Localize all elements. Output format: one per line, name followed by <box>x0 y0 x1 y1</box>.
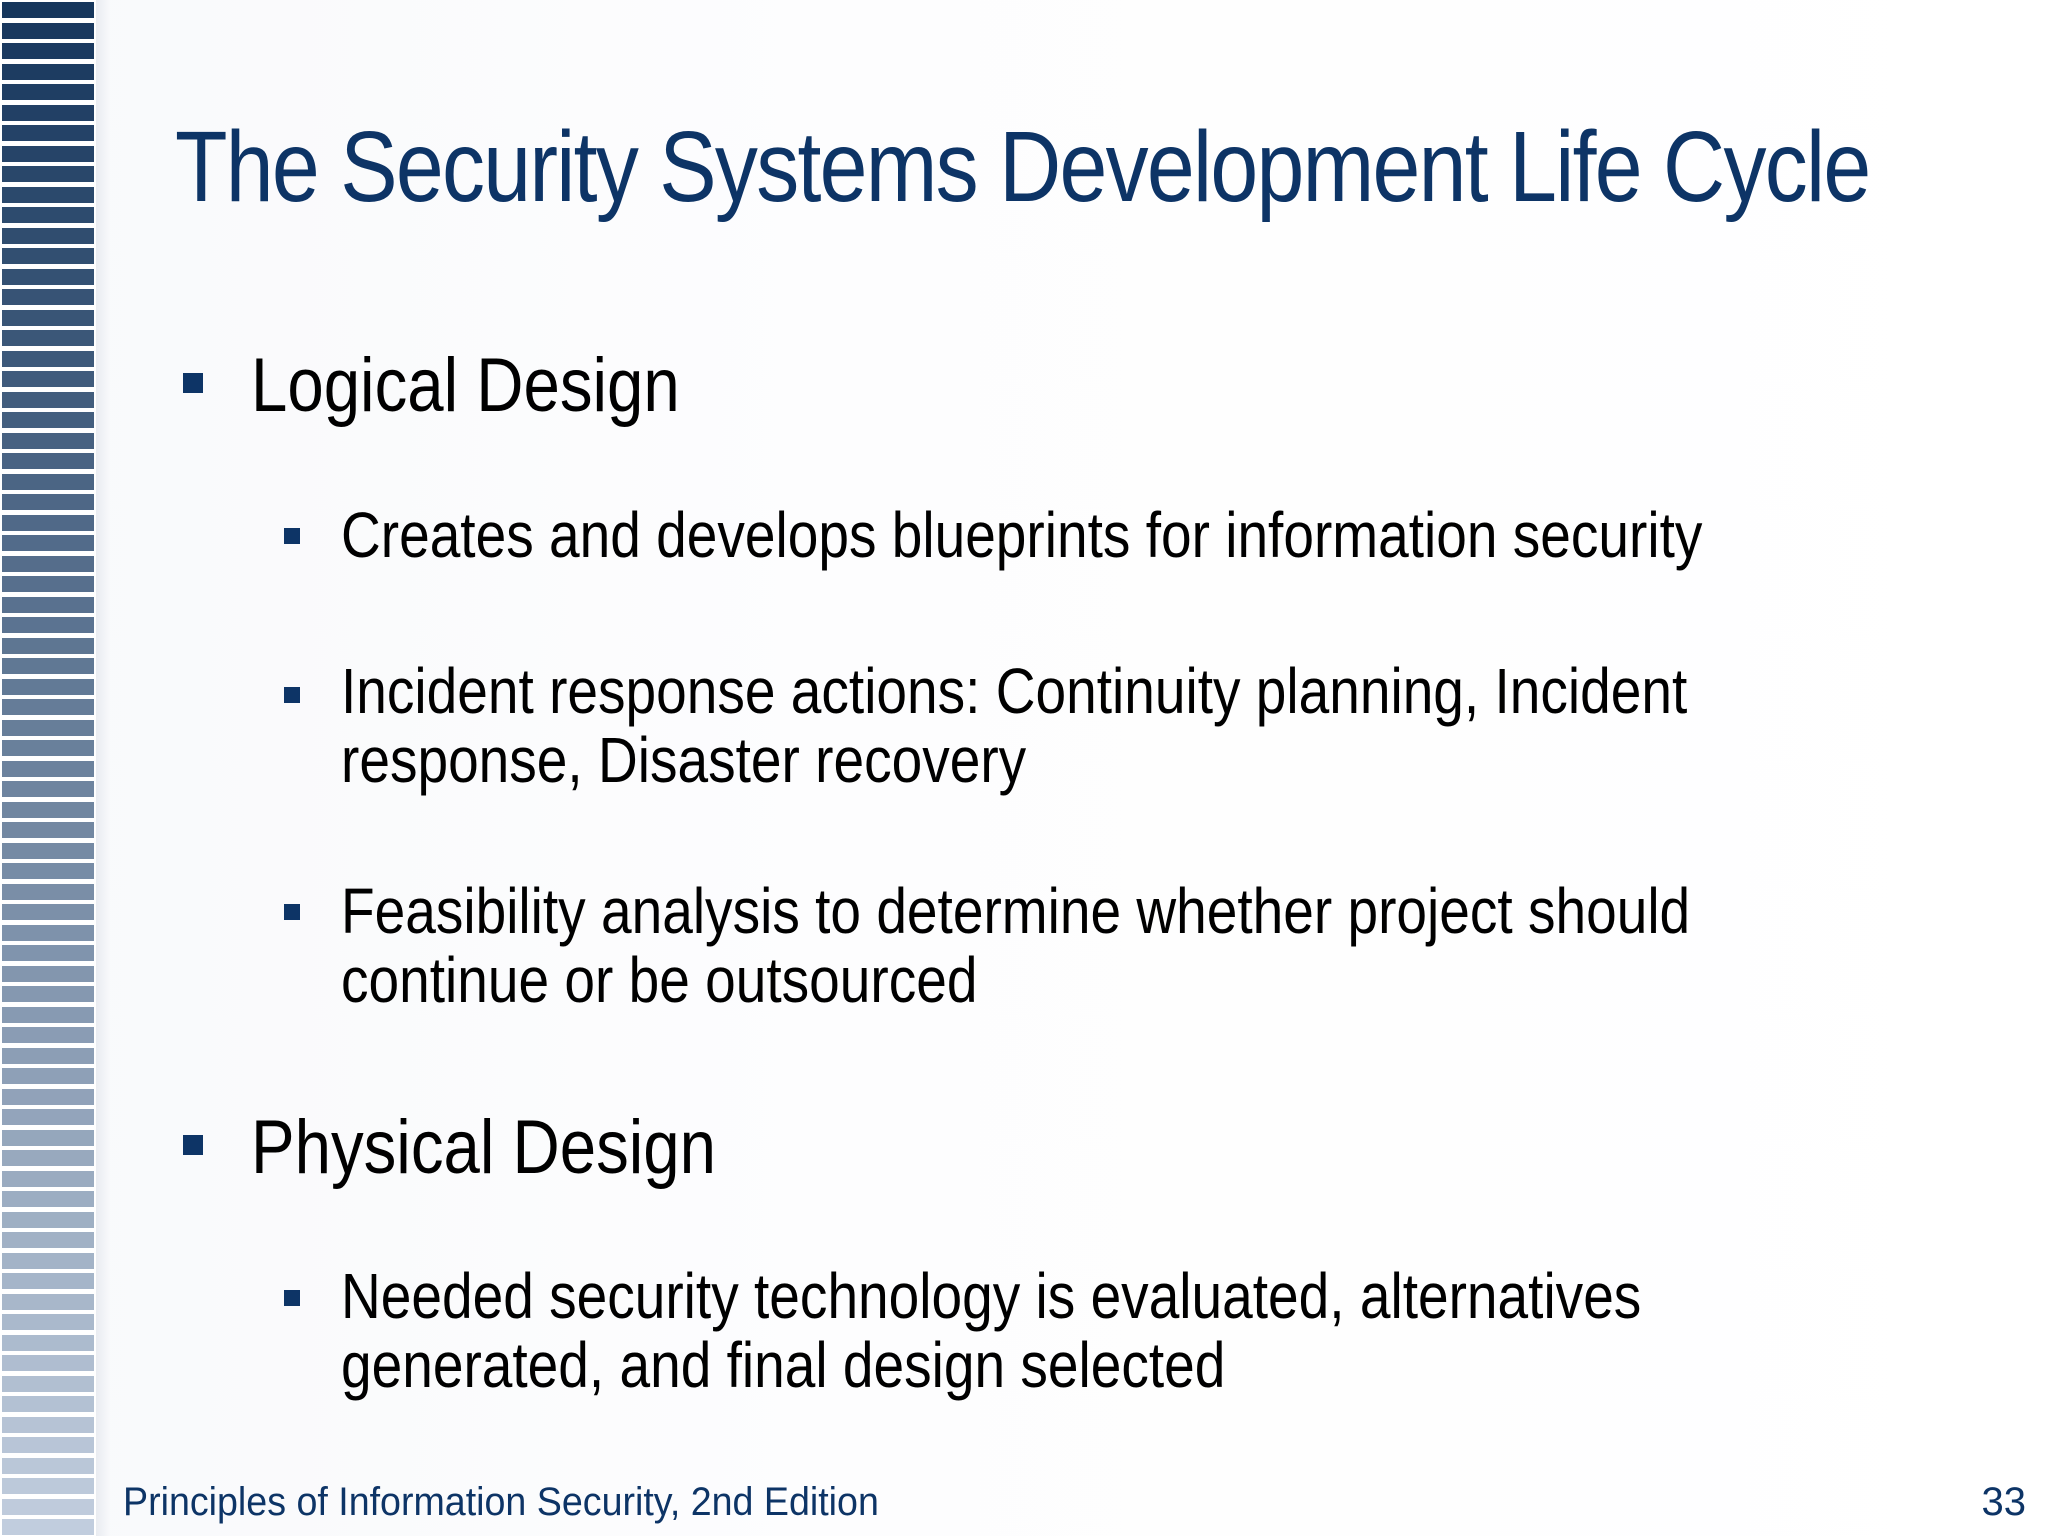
sub-bullet-line: response, Disaster recovery <box>341 724 1027 797</box>
bullet-square-icon <box>183 373 203 393</box>
sub-bullet-square-icon <box>284 1290 300 1306</box>
bullet-logical-design: Logical Design <box>251 343 680 428</box>
bullet-physical-design: Physical Design <box>251 1105 716 1190</box>
slide-title: The Security Systems Development Life Cycle <box>175 111 1870 223</box>
sub-bullet-feasibility <box>341 877 1690 1015</box>
sub-bullet-incident-response <box>341 657 1687 795</box>
sub-bullet-line: generated, and final design selected <box>341 1329 1226 1402</box>
sub-bullet-square-icon <box>284 687 300 703</box>
sub-bullet-square-icon <box>284 904 300 920</box>
sub-bullet-line: continue or be outsourced <box>341 944 978 1017</box>
footer-book-title: Principles of Information Security, 2nd Edition <box>123 1480 879 1524</box>
sub-bullet-security-technology <box>341 1262 1641 1400</box>
bullet-square-icon <box>183 1135 203 1155</box>
sub-bullet-line: Feasibility analysis to determine whether project should <box>341 875 1691 947</box>
sub-bullet-line: Incident response actions: Continuity planning, Incident <box>341 655 1688 727</box>
sub-bullet-blueprints <box>341 501 1702 570</box>
sub-bullet-square-icon <box>284 528 300 544</box>
slide-number: 33 <box>1981 1480 2026 1524</box>
sub-bullet-line: Creates and develops blueprints for information security <box>341 499 1703 571</box>
sub-bullet-line: Needed security technology is evaluated, alternatives <box>341 1260 1642 1332</box>
